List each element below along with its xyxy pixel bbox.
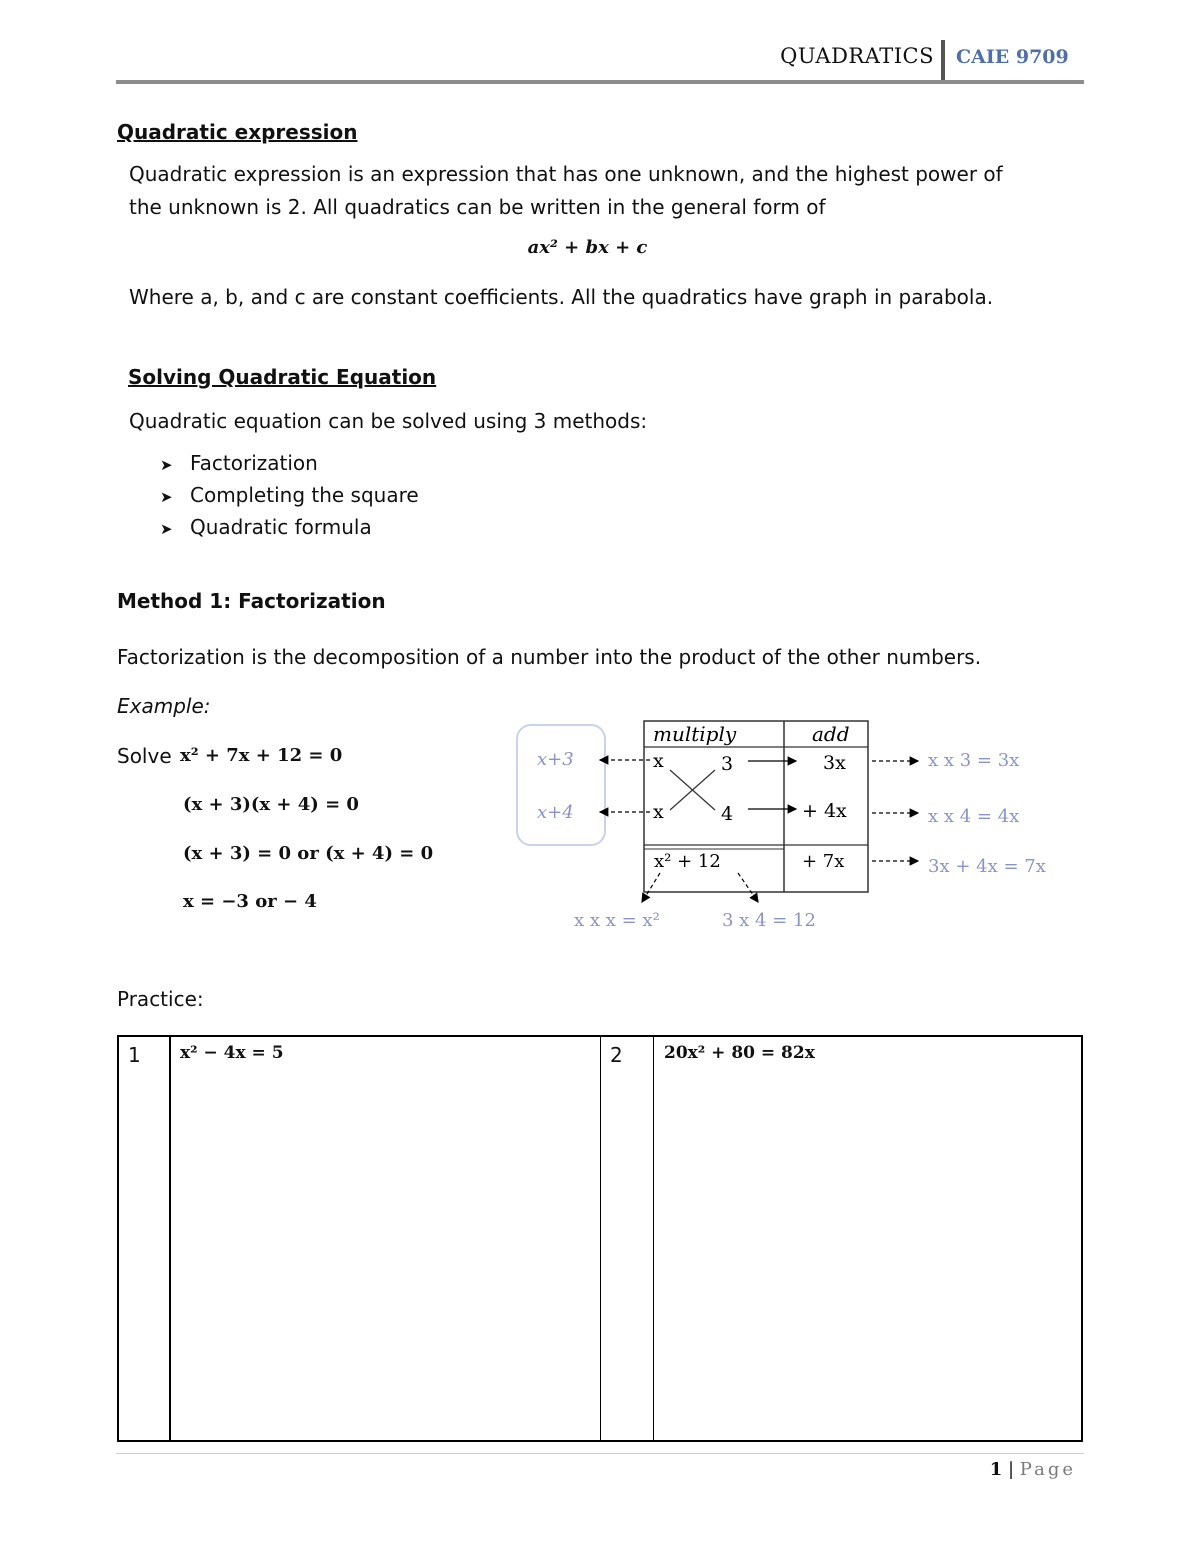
solve-label: Solve: [117, 744, 172, 768]
methods-intro: Quadratic equation can be solved using 3 methods:: [129, 409, 648, 433]
definition-line-2: the unknown is 2. All quadratics can be written in the general form of: [129, 195, 826, 219]
footer-separator: |: [1007, 1459, 1015, 1480]
question-number: 1: [128, 1043, 141, 1067]
page-footer: [990, 1459, 1076, 1480]
solution-step-zero-product: (x + 3) = 0 or (x + 4) = 0: [183, 843, 434, 864]
example-equation: x² + 7x + 12 = 0: [180, 745, 343, 766]
factorization-definition: Factorization is the decomposition of a number into the product of the other numbers.: [117, 645, 982, 669]
add-term-bottom: + 4x: [802, 800, 847, 822]
page-label: Page: [1019, 1459, 1076, 1480]
left-factor-top: x: [653, 750, 664, 772]
practice-question-1: x² − 4x = 5: [180, 1043, 284, 1063]
arrow-bullet-icon: ➤: [160, 520, 173, 538]
multiply-header: multiply: [653, 722, 737, 746]
arrow-bullet-icon: ➤: [160, 488, 173, 506]
practice-table: [117, 1035, 1083, 1442]
practice-question-2: 20x² + 80 = 82x: [664, 1043, 815, 1063]
header-divider: [941, 40, 945, 84]
add-term-top: 3x: [823, 752, 846, 774]
solution-step-roots: x = −3 or − 4: [183, 891, 317, 912]
cross-method-diagram: [510, 715, 1070, 940]
example-label: Example:: [117, 694, 211, 718]
list-item: ➤ Quadratic formula: [160, 511, 419, 543]
add-header: add: [812, 722, 850, 746]
right-factor-bottom: 4: [721, 803, 734, 825]
factor-x-plus-4: x+4: [537, 802, 574, 823]
dashed-arrow-icon: [738, 873, 758, 902]
practice-label: Practice:: [117, 987, 204, 1011]
definition-paragraph: [129, 158, 1089, 224]
note-sum-7x: 3x + 4x = 7x: [928, 856, 1046, 877]
definition-line-1: Quadratic expression is an expression that has one unknown, and the highest power of: [129, 162, 1003, 186]
heading-method-factorization: Method 1: Factorization: [117, 589, 386, 613]
list-item: ➤ Factorization: [160, 447, 419, 479]
methods-list: [160, 447, 419, 543]
general-form-equation: ax² + bx + c: [527, 237, 648, 258]
solution-step-factored: (x + 3)(x + 4) = 0: [183, 794, 359, 815]
heading-quadratic-expression: Quadratic expression: [117, 120, 358, 144]
footer-rule: [116, 1453, 1084, 1454]
heading-solving-quadratic-equation: Solving Quadratic Equation: [128, 365, 437, 389]
syllabus-code: CAIE 9709: [956, 46, 1069, 68]
note-x-times-4: x x 4 = 4x: [928, 806, 1020, 827]
question-number: 2: [610, 1043, 623, 1067]
page-number: 1: [989, 1459, 1003, 1480]
coefficients-paragraph: Where a, b, and c are constant coefficients. All the quadratics have graph in parabola.: [129, 285, 994, 309]
note-x-squared: x x x = x²: [574, 910, 660, 931]
product-row: x² + 12: [654, 851, 721, 872]
arrow-bullet-icon: ➤: [160, 456, 173, 474]
left-factor-bottom: x: [653, 801, 664, 823]
note-x-times-3: x x 3 = 3x: [928, 750, 1020, 771]
sum-row: + 7x: [802, 851, 845, 872]
header-rule: [116, 80, 1084, 84]
right-factor-top: 3: [721, 753, 734, 775]
factors-box: [517, 725, 605, 845]
note-3-times-4: 3 x 4 = 12: [722, 910, 816, 931]
document-title: QUADRATICS: [780, 44, 934, 68]
list-item: ➤ Completing the square: [160, 479, 419, 511]
factor-x-plus-3: x+3: [537, 749, 574, 770]
